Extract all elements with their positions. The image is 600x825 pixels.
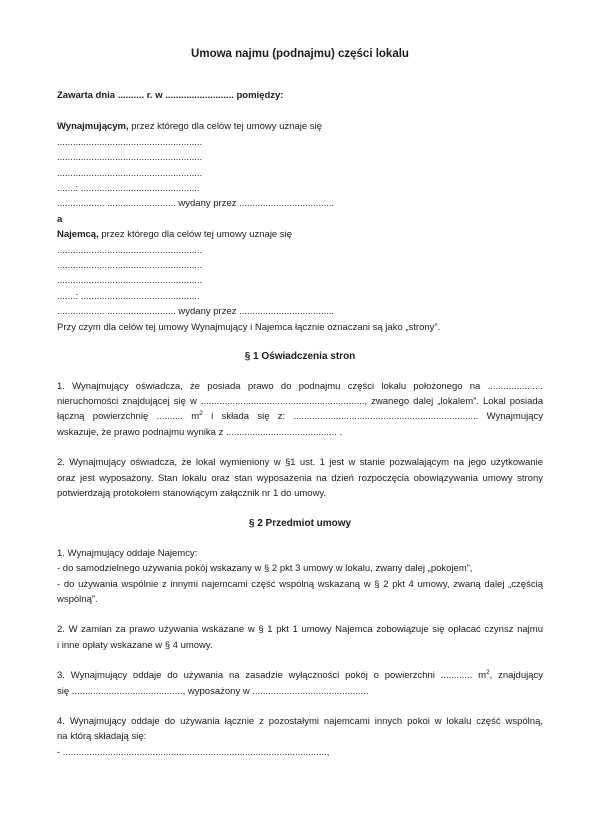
section2-paragraph-2 xyxy=(57,622,543,653)
s2-p4-line2: na którą składają się: xyxy=(57,731,147,743)
tenant-blank-line-4: .......: ............................................. xyxy=(57,290,200,302)
s1-p2-line3: potwierdzają protokołem stanowiącym załącznik nr 1 do umowy. xyxy=(57,487,327,499)
landlord-blank-line-4: .......: ............................................. xyxy=(57,183,200,195)
s2-list-line4: wspólną”. xyxy=(57,593,98,605)
section1-paragraph-2 xyxy=(57,455,543,501)
square-meter-superscript: 2 xyxy=(486,669,490,677)
section1-paragraph-1 xyxy=(57,379,543,441)
s1-p2-line1: 2. Wynajmujący oświadcza, że lokal wymieniony w §1 ust. 1 jest w stanie pozwalającym na jego użytkowanie xyxy=(57,457,543,469)
section2-paragraph-4 xyxy=(57,714,543,760)
s1-p2-line2: oraz jest wyposażony. Stan lokalu oraz stan wyposażenia na dzień rozpoczęcia obowiązywania umowy strony xyxy=(57,472,543,484)
s1-p1-line2: nieruchomości znajdującej się w .............................................................., zwanego dalej „lokalem”. Lokal posiada xyxy=(57,395,543,407)
s1-p1-line3-pre: łączną powierzchnię .......... m xyxy=(57,411,200,423)
tenant-blank-line-2: ....................................................... xyxy=(57,260,203,272)
s2-p3-line1-pre: 3. Wynajmujący oddaje do używania na zasadzie wyłączności pokój o powierzchni ............ m xyxy=(57,670,487,682)
s2-list-line2: - do samodzielnego używania pokój wskazany w § 2 pkt 3 umowy w lokalu, zwany dalej „pokojem”, xyxy=(57,563,473,575)
tenant-lead-rest: przez którego dla celów tej umowy uznaje się xyxy=(98,229,292,241)
square-meter-superscript: 2 xyxy=(199,410,203,418)
s1-p1-line3-post: i składa się z: ...................................................................... Wynajmujący xyxy=(202,411,543,423)
s2-list-line1: 1. Wynajmujący oddaje Najemcy: xyxy=(57,547,198,559)
landlord-id-line: .................. .......................... wydany przez .................................... xyxy=(57,198,335,210)
connector-a: a xyxy=(57,213,63,225)
landlord-blank-line-1: ....................................................... xyxy=(57,136,203,148)
parties-note: Przy czym dla celów tej umowy Wynajmujący i Najemca łącznie oznaczani są jako „strony”. xyxy=(57,321,441,333)
tenant-id-line: .................. .......................... wydany przez .................................... xyxy=(57,306,335,318)
document-title: Umowa najmu (podnajmu) części lokalu xyxy=(191,48,409,60)
s2-p2-line1: 2. W zamian za prawo używania wskazane w § 1 pkt 1 umowy Najemca zobowiązuje się opłacać czynsz najmu xyxy=(57,624,543,636)
s2-p3-line2: się .........................................., wyposażony w ............................................ xyxy=(57,685,369,697)
section2-paragraph-3 xyxy=(57,668,543,699)
s2-list-line3: - do używania wspólnie z innymi najemcami część wspólną wskazaną w § 2 pkt 4 umowy, zwaną dalej „częścią xyxy=(57,578,543,590)
tenant-lead-line xyxy=(57,227,543,242)
tenant-block xyxy=(57,227,543,319)
s2-p3-line1 xyxy=(57,668,543,683)
section1-heading: § 1 Oświadczenia stron xyxy=(244,351,356,363)
tenant-blank-line-3: ....................................................... xyxy=(57,275,203,287)
landlord-block xyxy=(57,119,543,211)
s2-p2-line2: i inne opłaty wskazane w § 4 umowy. xyxy=(57,639,213,651)
s2-p4-line1: 4. Wynajmujący oddaje do używania łącznie z pozostałymi najemcami innych pokoi w lokalu część wspólną, xyxy=(57,716,543,727)
landlord-lead-rest: przez którego dla celów tej umowy uznaje się xyxy=(128,121,322,133)
s2-p3-line1-post: , znajdujący xyxy=(489,670,543,682)
tenant-blank-line-1: ....................................................... xyxy=(57,244,203,256)
section2-heading: § 2 Przedmiot umowy xyxy=(248,518,352,530)
intro-line: Zawarta dnia .......... r. w .......................... pomiędzy: xyxy=(57,90,284,101)
s1-p1-line4: wskazuje, że prawo podnajmu wynika z .......................................... . xyxy=(57,426,343,438)
landlord-blank-line-3: ....................................................... xyxy=(57,167,203,179)
landlord-blank-line-2: ....................................................... xyxy=(57,152,203,164)
section2-paragraph-1 xyxy=(57,546,543,608)
tenant-label: Najemcą, xyxy=(57,229,99,241)
landlord-lead-line xyxy=(57,119,543,134)
s2-p4-blank-item-line: - ...................................................................................................., xyxy=(57,746,330,758)
s1-p1-line3 xyxy=(57,409,543,424)
s1-p1-line1: 1. Wynajmujący oświadcza, że posiada prawo do podnajmu części lokalu położonego na ..................... xyxy=(57,380,543,392)
landlord-label: Wynajmującym, xyxy=(57,121,129,133)
